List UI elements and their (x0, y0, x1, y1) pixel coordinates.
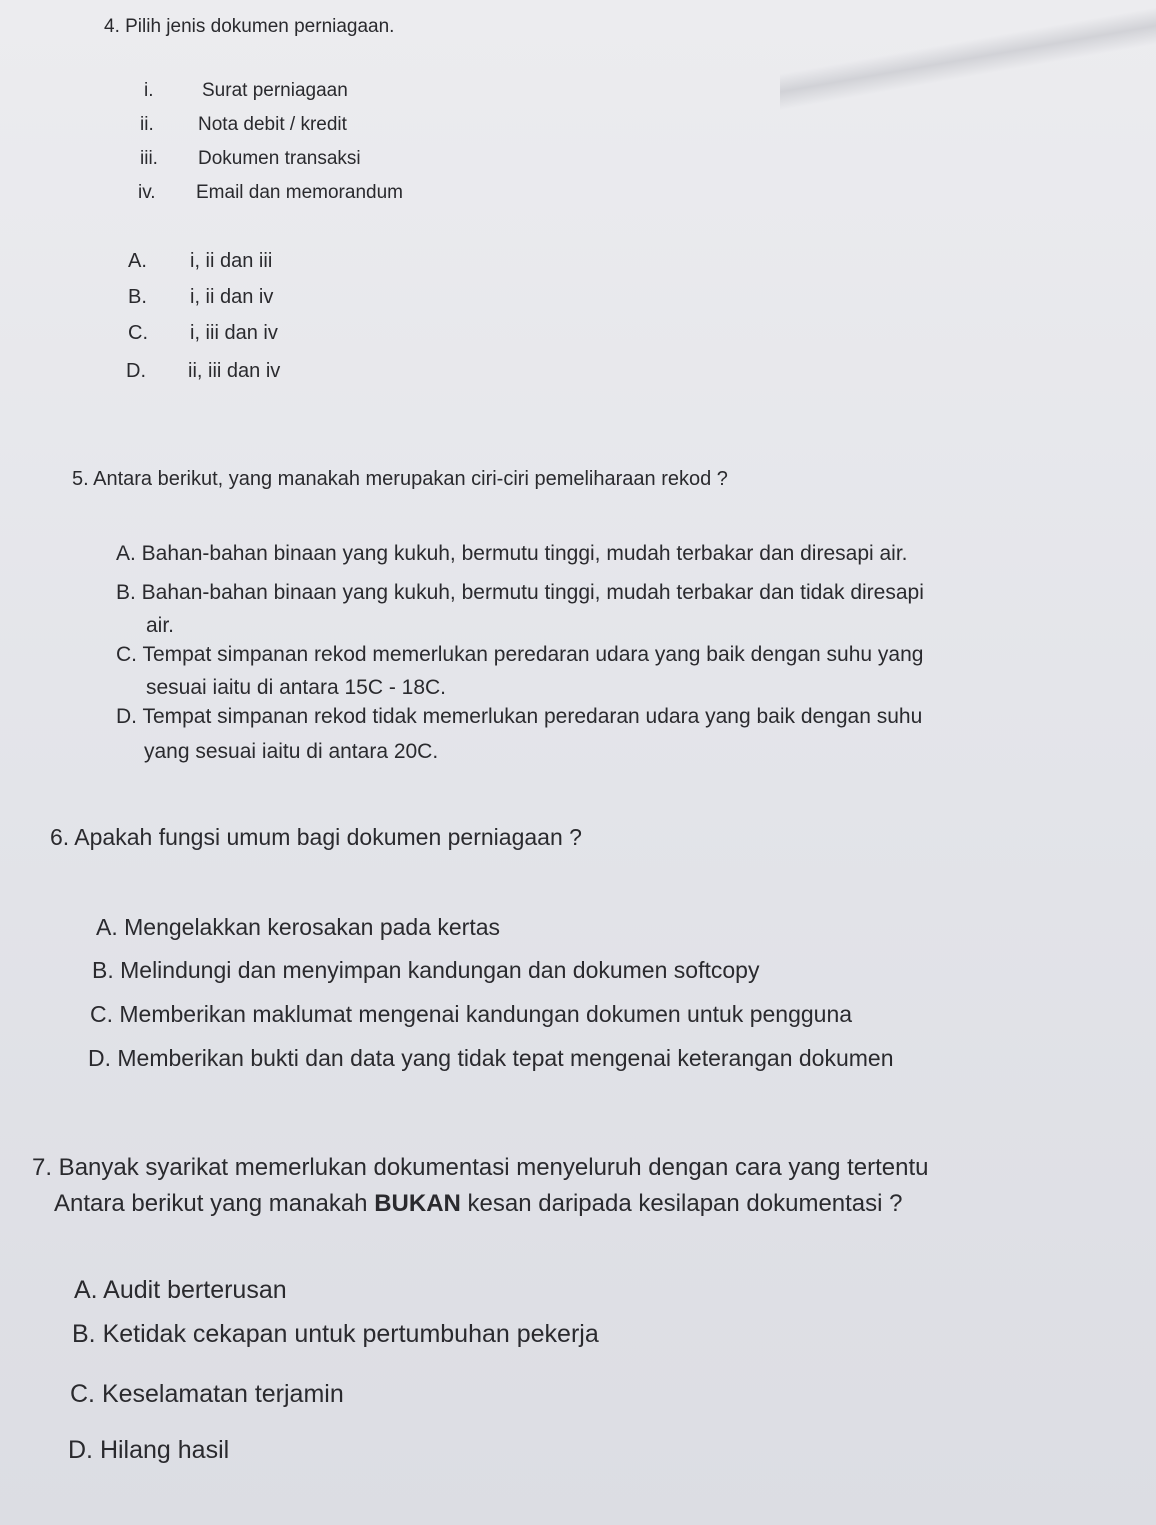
q4-option-d[interactable] (126, 360, 280, 383)
q4-option-d-text: ii, iii dan iv (188, 360, 281, 382)
q5-option-c[interactable]: C. Tempat simpanan rekod memerlukan peredaran udara yang baik dengan suhu yang (116, 643, 924, 666)
q7-option-d[interactable]: D. Hilang hasil (68, 1436, 230, 1464)
q4-option-b-mark: B. (128, 286, 147, 308)
q4-item-3 (140, 148, 361, 170)
q6-option-d[interactable]: D. Memberikan bukti dan data yang tidak tepat mengenai keterangan dokumen (88, 1045, 894, 1071)
q7-option-c[interactable]: C. Keselamatan terjamin (70, 1380, 344, 1408)
q4-item-1 (144, 80, 348, 102)
q5-option-d-cont: yang sesuai iaitu di antara 20C. (144, 740, 439, 763)
q4-item-2-text: Nota debit / kredit (198, 114, 347, 135)
q5-option-b-cont: air. (146, 614, 175, 637)
q4-item-3-text: Dokumen transaksi (198, 148, 361, 169)
question-6-title: 6. Apakah fungsi umum bagi dokumen perniagaan ? (50, 824, 582, 850)
q7-option-a[interactable]: A. Audit berterusan (74, 1276, 287, 1304)
q4-item-2-mark: ii. (140, 114, 154, 135)
q4-item-1-mark: i. (144, 80, 154, 101)
q4-option-c-mark: C. (128, 322, 148, 344)
q7-option-b[interactable]: B. Ketidak cekapan untuk pertumbuhan pekerja (72, 1320, 599, 1348)
q4-item-4-mark: iv. (138, 182, 156, 203)
question-7-title-line-1: 7. Banyak syarikat memerlukan dokumentasi menyeluruh dengan cara yang tertentu (32, 1154, 929, 1181)
q7-line2-pre: Antara berikut yang manakah (54, 1190, 375, 1217)
q6-option-c[interactable]: C. Memberikan maklumat mengenai kandungan dokumen untuk pengguna (90, 1001, 853, 1027)
q4-option-b[interactable] (128, 286, 273, 309)
q4-item-1-text: Surat perniagaan (202, 80, 348, 101)
q5-option-a[interactable]: A. Bahan-bahan binaan yang kukuh, bermutu tinggi, mudah terbakar dan diresapi air. (116, 542, 908, 565)
q6-option-b[interactable]: B. Melindungi dan menyimpan kandungan dan dokumen softcopy (92, 957, 760, 983)
q5-option-d[interactable]: D. Tempat simpanan rekod tidak memerlukan peredaran udara yang baik dengan suhu (116, 705, 923, 728)
q4-item-2 (140, 114, 347, 136)
q4-option-c[interactable] (128, 322, 278, 345)
q6-option-a[interactable]: A. Mengelakkan kerosakan pada kertas (96, 914, 501, 940)
q5-option-c-cont: sesuai iaitu di antara 15C - 18C. (146, 676, 446, 699)
q7-line2-bold: BUKAN (374, 1190, 461, 1217)
q4-option-a[interactable] (128, 250, 272, 273)
q4-option-d-mark: D. (126, 360, 146, 382)
q4-option-a-mark: A. (128, 250, 147, 272)
q5-option-b[interactable]: B. Bahan-bahan binaan yang kukuh, bermutu tinggi, mudah terbakar dan tidak diresapi (116, 581, 924, 604)
q4-item-4-text: Email dan memorandum (196, 182, 403, 203)
question-7-title-line-2 (54, 1190, 903, 1218)
q4-item-3-mark: iii. (140, 148, 158, 169)
q4-option-b-text: i, ii dan iv (190, 286, 274, 308)
q7-line2-post: kesan daripada kesilapan dokumentasi ? (460, 1190, 903, 1217)
q4-item-4 (138, 182, 403, 204)
question-5-title: 5. Antara berikut, yang manakah merupakan ciri-ciri pemeliharaan rekod ? (72, 468, 728, 490)
q4-option-a-text: i, ii dan iii (190, 250, 273, 272)
question-4-title: 4. Pilih jenis dokumen perniagaan. (104, 16, 395, 37)
q4-option-c-text: i, iii dan iv (190, 322, 278, 344)
